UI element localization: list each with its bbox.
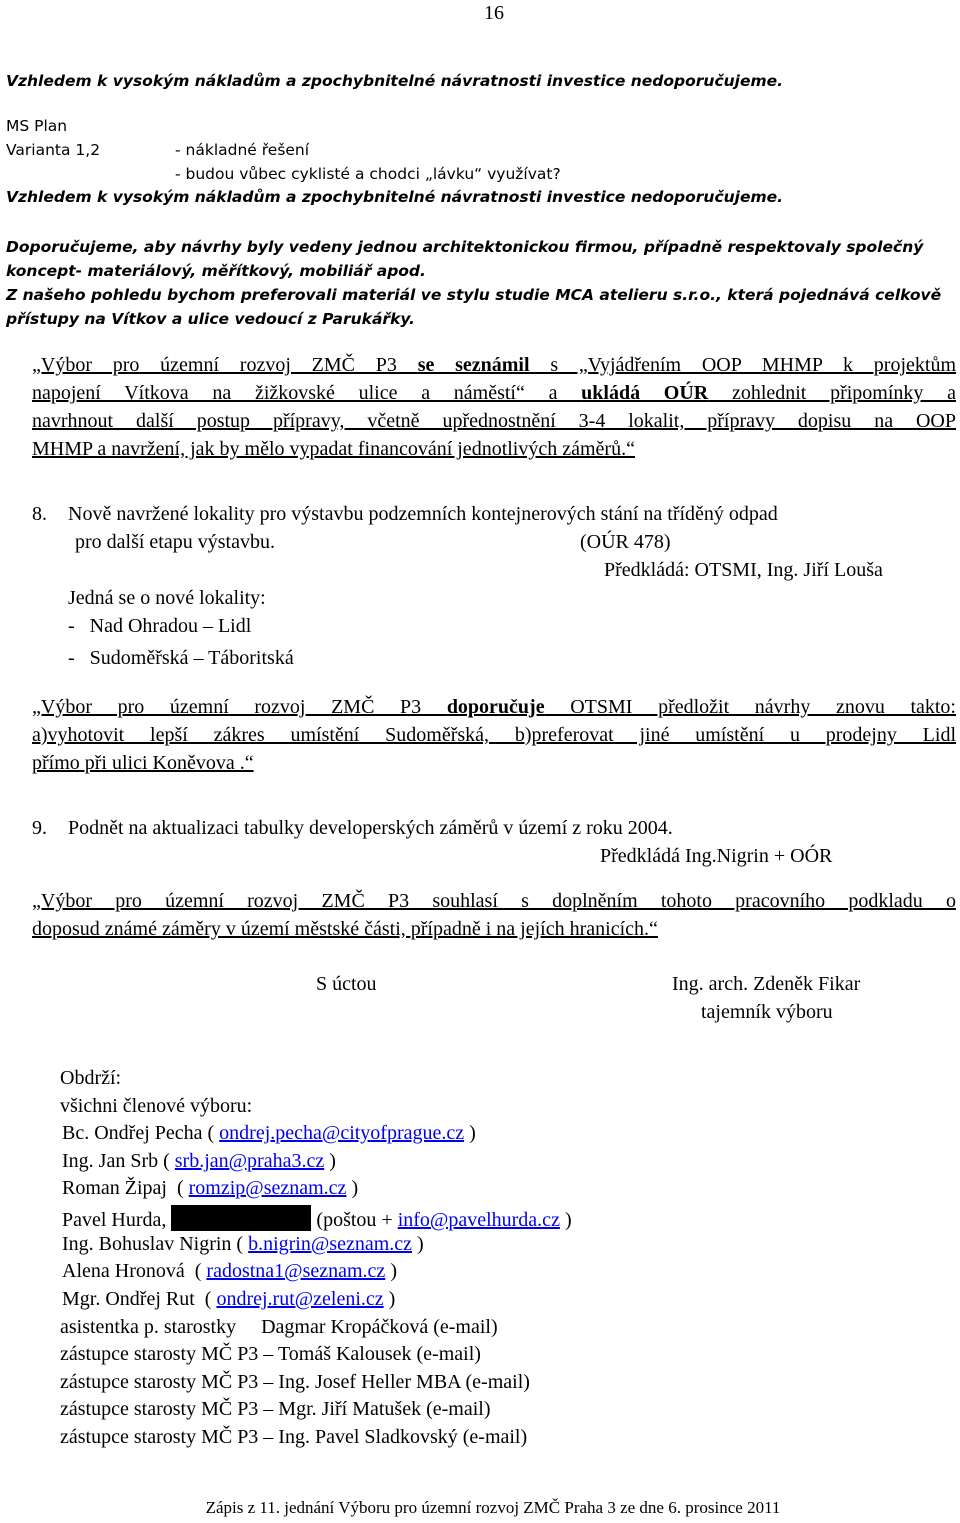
- resolution-line: a)vyhotovit lepší zákres umístění Sudoměřská, b)preferovat jiné umístění u prodejny Lidl: [32, 724, 956, 746]
- email-link[interactable]: info@pavelhurda.cz: [397, 1209, 560, 1231]
- resolution-line: MHMP a navržení, jak by mělo vypadat financování jednotlivých záměrů.“: [32, 438, 635, 460]
- recipient-line: Bc. Ondřej Pecha ( ondrej.pecha@cityofprague.cz ): [62, 1122, 476, 1144]
- resolution-line: „Výbor pro územní rozvoj ZMČ P3 doporučuje OTSMI předložit návrhy znovu takto:: [32, 696, 956, 718]
- redaction-block: [171, 1205, 311, 1231]
- page-number: 16: [484, 2, 504, 24]
- email-link[interactable]: b.nigrin@seznam.cz: [248, 1233, 413, 1255]
- recommendation-line: Vzhledem k vysokým nákladům a zpochybnitelné návratnosti investice nedoporučujeme.: [6, 72, 784, 90]
- recommendation-text: přístupy na Vítkov a ulice vedoucí z Parukářky.: [6, 310, 415, 328]
- item-title: pro další etapu výstavbu.: [75, 531, 275, 553]
- item-reference: (OÚR 478): [580, 531, 671, 553]
- email-link[interactable]: romzip@seznam.cz: [188, 1177, 347, 1199]
- recipient-other: zástupce starosty MČ P3 – Mgr. Jiří Matušek (e-mail): [60, 1398, 491, 1420]
- resolution-line: „Výbor pro územní rozvoj ZMČ P3 souhlasí s doplněním tohoto pracovního podkladu o: [32, 890, 956, 912]
- email-link[interactable]: srb.jan@praha3.cz: [174, 1150, 325, 1172]
- resolution-line: napojení Vítkova na žižkovské ulice a náměstí“ a ukládá OÚR zohlednit připomínky a: [32, 382, 956, 404]
- recommendation-line: Vzhledem k vysokým nákladům a zpochybnitelné návratnosti investice nedoporučujeme.: [6, 188, 784, 206]
- page-footer: Zápis z 11. jednání Výboru pro územní rozvoj ZMČ Praha 3 ze dne 6. prosince 2011: [205, 1498, 781, 1517]
- item-title: Podnět na aktualizaci tabulky developerských záměrů v území z roku 2004.: [68, 817, 673, 839]
- members-heading: všichni členové výboru:: [60, 1095, 253, 1117]
- recipient-line: Alena Hronová ( radostna1@seznam.cz ): [62, 1260, 397, 1282]
- email-link[interactable]: ondrej.rut@zeleni.cz: [216, 1288, 384, 1310]
- resolution-line: přímo při ulici Koněvova .“: [32, 752, 254, 774]
- signer-role: tajemník výboru: [701, 1001, 833, 1023]
- recipient-line: Roman Žipaj ( romzip@seznam.cz ): [62, 1177, 359, 1199]
- location-item: - Sudoměřská – Táboritská: [68, 647, 294, 669]
- item-number: 8.: [32, 503, 47, 525]
- recommendation-text: Z našeho pohledu bychom preferovali materiál ve stylu studie MCA atelieru s.r.o., která pojednává celkově: [6, 286, 942, 304]
- variant-label: Varianta 1,2: [6, 141, 101, 159]
- resolution-line: „Výbor pro územní rozvoj ZMČ P3 se seznámil s „Vyjádřením OOP MHMP k projektům: [32, 354, 957, 376]
- recipient-other: zástupce starosty MČ P3 – Ing. Josef Heller MBA (e-mail): [60, 1371, 530, 1393]
- recipient-other: zástupce starosty MČ P3 – Tomáš Kalousek (e-mail): [60, 1343, 481, 1365]
- recipient-line: Pavel Hurda, (poštou + info@pavelhurda.cz ): [62, 1205, 572, 1232]
- location-item: - Nad Ohradou – Lidl: [68, 615, 252, 637]
- locations-intro: Jedná se o nové lokality:: [68, 587, 266, 609]
- variant-item: - budou vůbec cyklisté a chodci „lávku“ využívat?: [175, 165, 561, 183]
- recipient-line: Ing. Jan Srb ( srb.jan@praha3.cz ): [62, 1150, 336, 1172]
- resolution-line: navrhnout další postup přípravy, včetně upřednostnění 3-4 lokalit, přípravy dopisu na OOP: [32, 410, 956, 432]
- recommendation-text: Doporučujeme, aby návrhy byly vedeny jednou architektonickou firmou, případně respektovaly společný: [6, 238, 924, 256]
- item-presenter: Předkládá: OTSMI, Ing. Jiří Louša: [604, 559, 883, 581]
- closing-regards: S úctou: [316, 973, 377, 995]
- variant-item: - nákladné řešení: [175, 141, 310, 159]
- resolution-line: doposud známé záměry v území městské části, případně i na jejích hranicích.“: [32, 918, 658, 940]
- email-link[interactable]: ondrej.pecha@cityofprague.cz: [219, 1122, 465, 1144]
- ms-plan-label: MS Plan: [6, 117, 68, 135]
- recipient-line: Ing. Bohuslav Nigrin ( b.nigrin@seznam.cz ): [62, 1233, 424, 1255]
- email-link[interactable]: radostna1@seznam.cz: [206, 1260, 386, 1282]
- item-presenter: Předkládá Ing.Nigrin + OÓR: [600, 845, 833, 867]
- recipient-other: asistentka p. starostky Dagmar Kropáčková (e-mail): [60, 1316, 498, 1338]
- signer-name: Ing. arch. Zdeněk Fikar: [672, 973, 861, 995]
- recipients-heading: Obdrží:: [60, 1067, 122, 1089]
- item-title: Nově navržené lokality pro výstavbu podzemních kontejnerových stání na tříděný odpad: [68, 503, 778, 525]
- item-number: 9.: [32, 817, 47, 839]
- recommendation-text: koncept- materiálový, měřítkový, mobiliář apod.: [6, 262, 426, 280]
- recipient-line: Mgr. Ondřej Rut ( ondrej.rut@zeleni.cz ): [62, 1288, 396, 1310]
- recipient-other: zástupce starosty MČ P3 – Ing. Pavel Sladkovský (e-mail): [60, 1426, 528, 1448]
